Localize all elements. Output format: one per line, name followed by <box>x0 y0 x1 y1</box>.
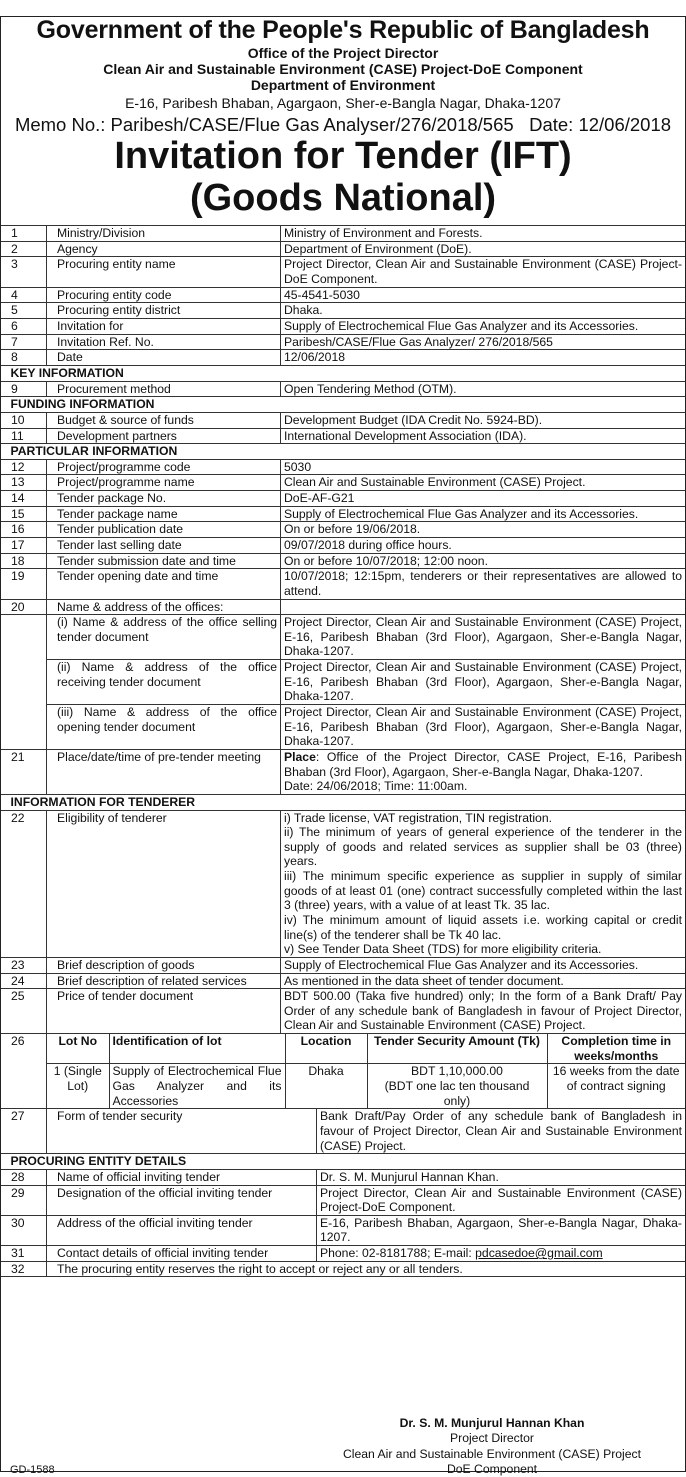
gd-code: GD-1588 <box>10 1464 55 1476</box>
lot-no-header: Lot No <box>47 1034 109 1064</box>
row-label: (i) Name & address of the office selling tender document <box>47 615 281 660</box>
row-number: 14 <box>1 491 47 507</box>
row-label: Place/date/time of pre-tender meeting <box>47 749 281 794</box>
row-label: Form of tender security <box>47 1109 317 1153</box>
row-number: 8 <box>1 350 47 366</box>
row-number: 9 <box>1 381 47 397</box>
row-value: Dr. S. M. Munjurul Hannan Khan. <box>320 1169 499 1184</box>
row-value: Bank Draft/Pay Order of any schedule bank of Bangladesh in favour of Project Director, Clean Air and Sustainable Environment (CASE) Project. <box>320 1109 682 1153</box>
row-value: E-16, Paribesh Bhaban, Agargaon, Sher-e-Bangla Nagar, Dhaka-1207. <box>320 1215 682 1245</box>
row-number: 22 <box>1 810 47 957</box>
row-number: 20 <box>1 599 47 615</box>
row-value: 45-4541-5030 <box>281 287 686 303</box>
row-number: 19 <box>1 569 47 599</box>
row-number: 4 <box>1 287 47 303</box>
row-label: Name of official inviting tender <box>47 1170 317 1185</box>
row-number: 1 <box>1 226 47 242</box>
lot-location: Dhaka <box>285 1064 367 1108</box>
row-number: 30 <box>1 1215 47 1245</box>
memo-line: Memo No.: Paribesh/CASE/Flue Gas Analyser/276/2018/565 Date: 12/06/2018 <box>14 114 672 136</box>
row-number: 24 <box>1 973 47 989</box>
row-value: Clean Air and Sustainable Environment (CASE) Project. <box>281 475 686 491</box>
row-label: Project/programme code <box>47 459 281 475</box>
row-value: Project Director, Clean Air and Sustainable Environment (CASE) Project, E-16, Paribesh Bhaban (3rd Floor), Agargaon, Sher-e-Bangla Nagar, Dhaka-1207. <box>281 705 686 750</box>
row-label: Tender package No. <box>47 491 281 507</box>
row-value: The procuring entity reserves the right to accept or reject any or all tenders. <box>47 1261 686 1277</box>
section-heading: KEY INFORMATION <box>1 365 686 381</box>
row-label: (ii) Name & address of the office receiving tender document <box>47 660 281 705</box>
row-value: Project Director, Clean Air and Sustainable Environment (CASE) Project, E-16, Paribesh Bhaban (3rd Floor), Agargaon, Sher-e-Bangla Nagar, Dhaka-1207. <box>281 615 686 660</box>
row-value: 10/07/2018; 12:15pm, tenderers or their representatives are allowed to attend. <box>281 569 686 599</box>
row-value: BDT 500.00 (Taka five hundred) only; In the form of a Bank Draft/ Pay Order of any schedule bank of Bangladesh in favour of Project Director, Clean Air and Sustainable Environment (CASE) Project. <box>281 989 686 1034</box>
row-number: 3 <box>1 257 47 287</box>
row-value: As mentioned in the data sheet of tender document. <box>281 973 686 989</box>
eligibility-item: iii) The minimum specific experience as supplier in supply of similar goods of at least 01 (one) contract successfully completed within the last 3 (three) years, with a value of at least Tk. 35 lac. <box>284 869 682 913</box>
eligibility-item: i) Trade license, VAT registration, TIN registration. <box>284 810 553 825</box>
row-value: Supply of Electrochemical Flue Gas Analyzer and its Accessories. <box>281 957 686 973</box>
row-label: (iii) Name & address of the office opening tender document <box>47 705 281 750</box>
signatory-title: Project Director <box>450 1431 534 1446</box>
row-label: Invitation for <box>47 319 281 335</box>
row-value: International Development Association (IDA). <box>281 428 686 444</box>
government-title: Government of the People's Republic of Bangladesh <box>36 16 650 44</box>
row-label: Tender package name <box>47 506 281 522</box>
place-value: : Office of the Project Director, CASE Project, E-16, Paribesh Bhaban (3rd Floor), Agargaon, Sher-e-Bangla Nagar, Dhaka-1207. <box>284 749 682 779</box>
row-number: 15 <box>1 506 47 522</box>
eligibility-item: ii) The minimum of years of general experience of the tenderer in the supply of goods and related services as supplier shall be 03 (three) years. <box>284 825 682 869</box>
row-label: Invitation Ref. No. <box>47 334 281 350</box>
row-number: 12 <box>1 459 47 475</box>
page-title: Invitation for Tender (IFT) <box>114 135 572 178</box>
row-label: Designation of the official inviting tender <box>47 1186 317 1215</box>
row-label: Date <box>47 350 281 366</box>
row-number: 16 <box>1 522 47 538</box>
row-label: Procurement method <box>47 381 281 397</box>
row-label: Procuring entity code <box>47 287 281 303</box>
row-label: Name & address of the offices: <box>47 599 281 615</box>
page-border <box>0 16 686 1472</box>
row-value: Paribesh/CASE/Flue Gas Analyzer/ 276/2018/565 <box>281 334 686 350</box>
lot-completion: 16 weeks from the date of contract signing <box>547 1064 685 1108</box>
row-value: On or before 10/07/2018; 12:00 noon. <box>281 553 686 569</box>
row-value: 5030 <box>281 459 686 475</box>
signatory-project: Clean Air and Sustainable Environment (CASE) Project <box>342 1446 642 1461</box>
row-label: Development partners <box>47 428 281 444</box>
page-subtitle: (Goods National) <box>189 177 497 220</box>
row-value: 12/06/2018 <box>281 350 686 366</box>
row-value: Department of Environment (DoE). <box>281 241 686 257</box>
row-label: Tender submission date and time <box>47 553 281 569</box>
section-heading: PROCURING ENTITY DETAILS <box>1 1154 686 1170</box>
row-number: 23 <box>1 957 47 973</box>
row-number: 21 <box>1 749 47 794</box>
row-label: Brief description of goods <box>47 957 281 973</box>
row-label: Procuring entity name <box>47 257 281 287</box>
row-value: DoE-AF-G21 <box>281 491 686 507</box>
row-label: Project/programme name <box>47 475 281 491</box>
row-number: 32 <box>1 1261 47 1277</box>
email-link[interactable]: pdcasedoe@gmail.com <box>475 1246 603 1261</box>
row-number: 11 <box>1 428 47 444</box>
security-amount: BDT 1,10,000.00 <box>411 1064 503 1079</box>
signatory-name: Dr. S. M. Munjurul Hannan Khan <box>399 1416 585 1430</box>
row-label: Tender last selling date <box>47 537 281 553</box>
row-number: 10 <box>1 412 47 428</box>
row-label: Agency <box>47 241 281 257</box>
identification-header: Identification of lot <box>109 1034 285 1064</box>
row-label: Address of the official inviting tender <box>47 1216 317 1245</box>
row-number: 27 <box>1 1109 47 1154</box>
row-label: Budget & source of funds <box>47 412 281 428</box>
row-number: 26 <box>1 1034 47 1109</box>
row-number: 18 <box>1 553 47 569</box>
row-label: Price of tender document <box>47 989 281 1034</box>
eligibility-item: iv) The minimum amount of liquid assets i.e. working capital or credit line(s) of the tenderer shall be Tk 40 lac. <box>284 913 682 942</box>
row-label: Tender opening date and time <box>47 569 281 599</box>
lot-identification: Supply of Electrochemical Flue Gas Analyzer and its Accessories <box>109 1064 285 1108</box>
department-line: Department of Environment <box>250 76 436 93</box>
location-header: Location <box>285 1034 367 1064</box>
row-value: Supply of Electrochemical Flue Gas Analyzer and its Accessories. <box>281 319 686 335</box>
row-number: 13 <box>1 475 47 491</box>
eligibility-item: v) See Tender Data Sheet (TDS) for more eligibility criteria. <box>284 942 602 957</box>
security-header: Tender Security Amount (Tk) <box>367 1034 547 1064</box>
row-value: Ministry of Environment and Forests. <box>281 226 686 242</box>
row-value: Development Budget (IDA Credit No. 5924-BD). <box>281 412 686 428</box>
row-number: 5 <box>1 303 47 319</box>
meeting-date: Date: 24/06/2018; Time: 11:00am. <box>284 779 468 794</box>
place-label: Place <box>284 749 316 764</box>
row-label: Eligibility of tenderer <box>47 810 281 957</box>
office-line: Office of the Project Director <box>247 44 439 61</box>
row-value: Dhaka. <box>281 303 686 319</box>
row-label: Contact details of official inviting tender <box>47 1246 317 1261</box>
row-value: On or before 19/06/2018. <box>281 522 686 538</box>
row-number: 17 <box>1 537 47 553</box>
row-number: 29 <box>1 1185 47 1215</box>
row-value: Supply of Electrochemical Flue Gas Analyzer and its Accessories. <box>281 506 686 522</box>
row-label: Procuring entity district <box>47 303 281 319</box>
row-value: Project Director, Clean Air and Sustainable Environment (CASE) Project-DoE Component. <box>281 257 686 287</box>
row-number: 2 <box>1 241 47 257</box>
signature-block <box>330 1416 654 1477</box>
section-heading: FUNDING INFORMATION <box>1 397 686 413</box>
row-label: Brief description of related services <box>47 973 281 989</box>
row-value: Project Director, Clean Air and Sustainable Environment (CASE) Project-DoE Component. <box>320 1185 682 1215</box>
row-label: Ministry/Division <box>47 226 281 242</box>
project-line: Clean Air and Sustainable Environment (CASE) Project-DoE Component <box>103 60 583 77</box>
row-value: Open Tendering Method (OTM). <box>281 381 686 397</box>
address-line: E-16, Paribesh Bhaban, Agargaon, Sher-e-Bangla Nagar, Dhaka-1207 <box>125 95 561 112</box>
lot-no: 1 (Single Lot) <box>53 1064 102 1094</box>
row-number: 31 <box>1 1246 47 1262</box>
row-number: 6 <box>1 319 47 335</box>
row-number: 28 <box>1 1169 47 1185</box>
row-label: Tender publication date <box>47 522 281 538</box>
row-value: Project Director, Clean Air and Sustainable Environment (CASE) Project, E-16, Paribesh Bhaban (3rd Floor), Agargaon, Sher-e-Bangla Nagar, Dhaka-1207. <box>281 660 686 705</box>
row-value: 09/07/2018 during office hours. <box>281 537 686 553</box>
row-number: 25 <box>1 989 47 1034</box>
completion-header: Completion time in weeks/months <box>547 1034 685 1064</box>
section-heading: INFORMATION FOR TENDERER <box>1 794 686 810</box>
section-heading: PARTICULAR INFORMATION <box>1 444 686 460</box>
contact-phone: Phone: 02-8181788; E-mail: <box>320 1246 476 1261</box>
row-number: 7 <box>1 334 47 350</box>
signatory-component: DoE Component <box>446 1461 538 1476</box>
security-words: (BDT one lac ten thousand only) <box>384 1079 530 1108</box>
